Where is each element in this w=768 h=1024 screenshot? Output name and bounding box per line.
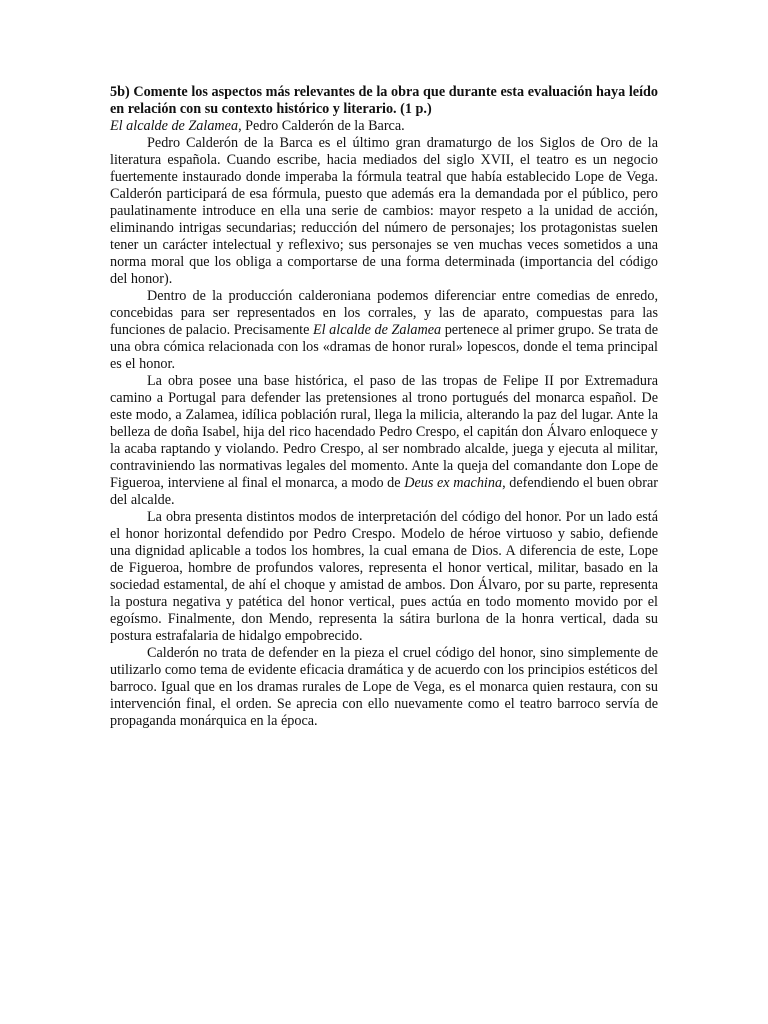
question-heading: 5b) Comente los aspectos más relevantes de la obra que durante esta evaluación haya leído en relación con su contexto histórico y literario. (1 p.) bbox=[110, 84, 658, 117]
work-reference bbox=[110, 118, 658, 135]
paragraph-plot-text-a: La obra posee una base histórica, el paso de las tropas de Felipe II por Extremadura camino a Portugal para defender las pretensiones al trono portugués del monarca español. De este modo, a Zalamea, idílica población rural, llega la milicia, alterando la paz del lugar. Ante la belleza de doña Isabel, hija del rico hacendado Pedro Crespo, el capitán don Álvaro enloquece y la acaba raptando y violando. Pedro Crespo, al ser nombrado alcalde, juega y ejecuta al militar, contraviniendo las normativas legales del momento. Ante la queja del comandante don Lope de Figueroa, interviene al final el monarca, a modo de bbox=[110, 373, 658, 491]
paragraph-honor-code: La obra presenta distintos modos de interpretación del código del honor. Por un lado está el honor horizontal defendido por Pedro Crespo. Modelo de héroe virtuoso y sabio, defiende una dignidad aplicable a todos los hombres, la cual emana de Dios. A diferencia de este, Lope de Figueroa, hombre de profundos valores, representa el honor vertical, militar, basado en la sociedad estamental, de ahí el choque y amistad de ambos. Don Álvaro, por su parte, representa la postura negativa y patética del honor vertical, pues actúa en todo momento movido por el egoísmo. Finalmente, don Mendo, representa la sátira burlona de la honra vertical, dada su postura estrafalaria de hidalgo empobrecido. bbox=[110, 509, 658, 644]
document-page bbox=[110, 84, 658, 730]
paragraph-production bbox=[110, 288, 658, 373]
paragraph-production-text-a: Dentro de la producción calderoniana podemos diferenciar entre comedias de enredo, concebidas para ser representados en los corrales, y las de aparato, compuestas para las funciones de palacio. Precisamente bbox=[110, 288, 658, 338]
paragraph-plot-latin-term: Deus ex machina bbox=[404, 475, 503, 491]
paragraph-conclusion: Calderón no trata de defender en la pieza el cruel código del honor, sino simplemente de utilizarlo como tema de evidente eficacia dramática y de acuerdo con los principios estéticos del barroco. Igual que en los dramas rurales de Lope de Vega, es el monarca quien restaura, con su intervención final, el orden. Se aprecia con ello nuevamente como el teatro barroco servía de propaganda monárquica en la época. bbox=[110, 645, 658, 729]
paragraph-plot bbox=[110, 373, 658, 509]
work-author: , Pedro Calderón de la Barca. bbox=[238, 118, 405, 134]
paragraph-production-text-b: pertenece al primer grupo. Se trata de una obra cómica relacionada con los «dramas de honor rural» lopescos, donde el tema principal es el honor. bbox=[110, 322, 658, 372]
paragraph-author-context: Pedro Calderón de la Barca es el último gran dramaturgo de los Siglos de Oro de la literatura española. Cuando escribe, hacia mediados del siglo XVII, el teatro es un negocio fuertemente instaurado donde imperaba la fórmula teatral que había establecido Lope de Vega. Calderón participará de esa fórmula, puesto que además era la demandada por el público, pero paulatinamente introduce en ella una serie de cambios: mayor respeto a la unidad de acción, eliminando intrigas secundarias; reducción del número de personajes; los protagonistas suelen tener un carácter intelectual y reflexivo; sus personajes se ven muchas veces sometidos a una norma moral que los obliga a comportarse de una forma determinada (importancia del código del honor). bbox=[110, 135, 658, 287]
paragraph-plot-text-b: , defendiendo el buen obrar del alcalde. bbox=[110, 475, 658, 508]
paragraph-production-work-title: El alcalde de Zalamea bbox=[313, 322, 442, 338]
work-title: El alcalde de Zalamea bbox=[110, 118, 239, 134]
